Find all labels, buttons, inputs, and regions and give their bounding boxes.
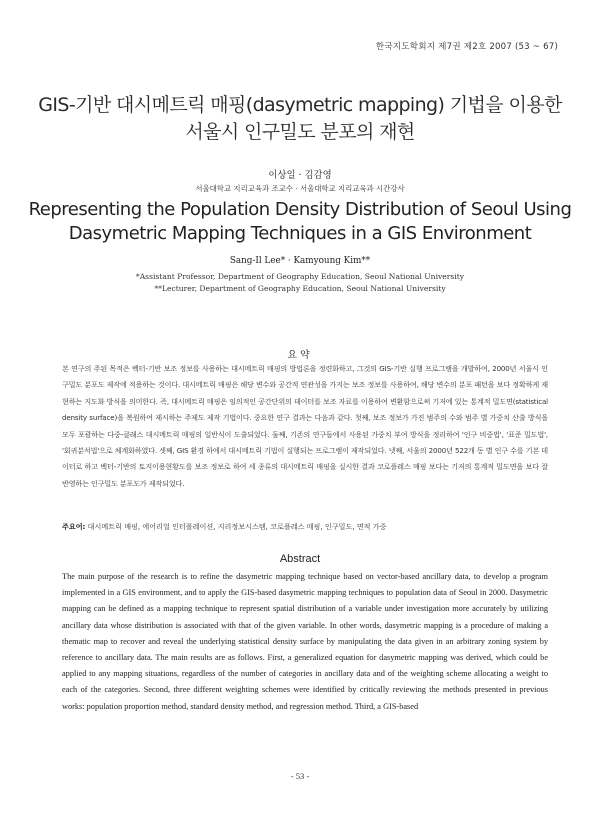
english-affiliations xyxy=(0,271,600,295)
english-abstract-body: The main purpose of the research is to refine the dasymetric mapping technique based on vector-based ancillary data, to develop a program implemented in a GIS environment, and to apply the GIS-based dasymetric mapping techniques to population data of Seoul in 2000. Dasymetric mapping can be defined as a mapping technique to represent spatial distribution of a variable under investigation more accurately by utilizing ancillary data whose distribution is associated with that of the given variable. In other words, dasymetric mapping is a procedure of making a thematic map to recover and reveal the underlying statistical density surface by manipulating the data given in an arbitrary zoning system by reference to ancillary data. The main results are as follows. First, a generalized equation for dasymetric mapping was derived, which could be applied to any mapping situations, regardless of the number of categories in ancillary data and of the weighting scheme allocating a weight to each of the categories. Second, three different weighting schemes were identified by critically reviewing the methods presented in previous works: population proportion method, standard density method, and regression method. Third, a GIS-based xyxy=(62,572,548,711)
korean-abstract-heading: 요약 xyxy=(287,350,313,361)
english-abstract-heading: Abstract xyxy=(279,553,321,565)
korean-title: GIS-기반 대시메트릭 매핑(dasymetric mapping) 기법을 이용한 서울시 인구밀도 분포의 재현 xyxy=(38,94,562,143)
english-authors: Sang-Il Lee* · Kamyoung Kim** xyxy=(229,256,371,266)
korean-authors: 이상일 · 김감영 xyxy=(268,170,332,181)
keywords-label: 주요어: xyxy=(62,522,86,531)
journal-running-header: 한국지도학회지 제7권 제2호 2007 (53 ~ 67) xyxy=(375,42,558,52)
page-number: - 53 - xyxy=(290,771,310,781)
korean-keywords xyxy=(62,522,548,532)
english-title: Representing the Population Density Distribution of Seoul Using Dasymetric Mapping Techniques in a GIS Environment xyxy=(28,199,572,244)
keywords-list: 대시메트릭 매핑, 에어리얼 인터폴레이션, 지리정보시스템, 코로플레스 매핑, 인구밀도, 면적 가중 xyxy=(87,522,387,531)
affiliation-lecturer: **Lecturer, Department of Geography Education, Seoul National University xyxy=(154,284,446,293)
korean-abstract-body: 본 연구의 주된 목적은 벡터-기반 보조 정보를 사용하는 대시메트릭 매핑의 방법론을 정련화하고, 그것의 GIS-기반 실행 프로그램을 개발하여, 2000년 서울시 인구밀도 분포도 제작에 적용하는 것이다. 대시메트릭 매핑은 해당 변수와 공간적 연관성을 가지는 보조 정보를 사용하여, 해당 변수의 분포 패턴을 보다 정확하게 재현하는 지도화 방식을 의미한다. 즉, 대시메트릭 매핑은 임의적인 공간단위의 데이터를 보조 자료를 이용하여 변환함으로써 기저에 있는 통계적 밀도면(statistical density surface)을 복원하여 제시하는 주제도 제작 기법이다. 중요한 연구 결과는 다음과 같다. 첫째, 보조 정보가 가진 범주의 수와 범주 별 가중치 산출 방식을 모두 포괄하는 다중-클래스 대시메트릭 매핑의 일반식이 도출되었다. 둘째, 기존의 연구들에서 사용된 가중치 부여 방식을 정리하여 '인구 비중법', '표준 밀도법', '회귀분석법'으로 체계화하였다. 셋째, GIS 환경 하에서 대시메트릭 기법이 실행되는 프로그램이 제작되었다. 넷째, 서울의 2000년 522개 동 별 인구 수를 기본 데이터로 하고 벡터-기반의 토지이용현황도를 보조 정보로 하여 세 종류의 대시메트릭 매핑을 실시한 결과 코로플레스 매핑 보다는 기저의 통계적 밀도면을 보다 잘 반영하는 인구밀도 분포도가 제작되었다. xyxy=(62,364,548,488)
affiliation-assistant-professor: *Assistant Professor, Department of Geography Education, Seoul National University xyxy=(135,272,465,281)
korean-affiliation: 서울대학교 지리교육과 조교수 · 서울대학교 지리교육과 시간강사 xyxy=(195,184,405,193)
